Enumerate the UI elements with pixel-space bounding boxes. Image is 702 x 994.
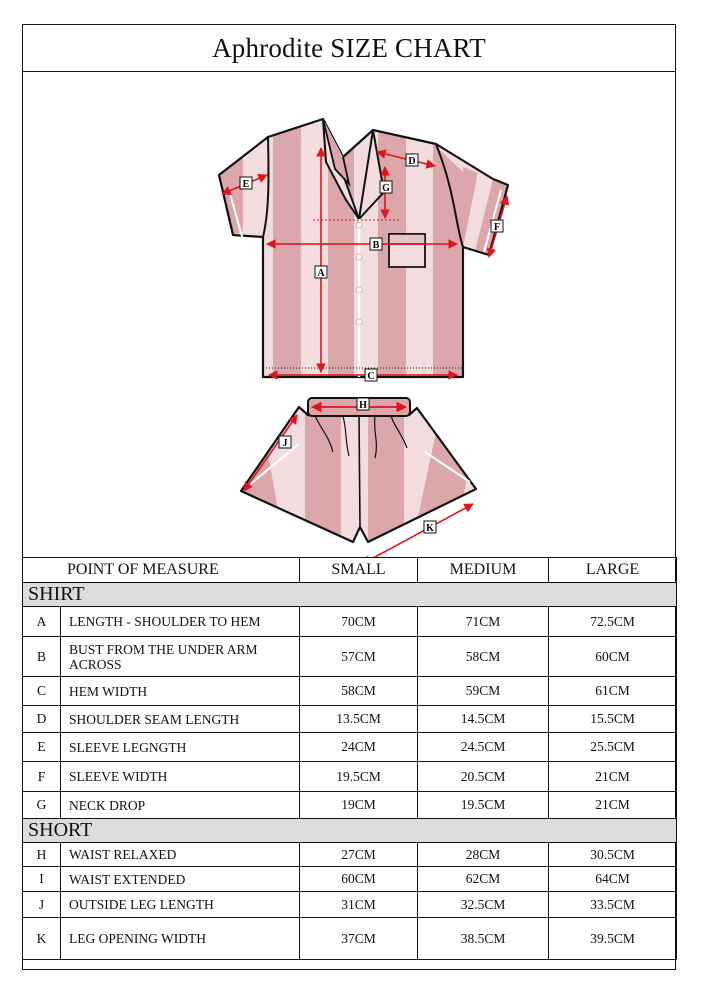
value-large: 21CM [549, 792, 677, 819]
measure-code: H [23, 843, 61, 867]
measure-label: OUTSIDE LEG LENGTH [61, 892, 300, 918]
value-medium: 19.5CM [418, 792, 549, 819]
svg-text:A: A [317, 268, 325, 279]
value-medium: 32.5CM [418, 892, 549, 918]
shirt-drawing [213, 112, 508, 392]
svg-text:B: B [372, 240, 380, 251]
value-medium: 38.5CM [418, 918, 549, 960]
measure-label: LEG OPENING WIDTH [61, 918, 300, 960]
svg-text:C: C [367, 371, 375, 382]
measure-code: F [23, 762, 61, 792]
value-small: 31CM [300, 892, 418, 918]
measure-label: SLEEVE LEGNGTH [61, 733, 300, 762]
value-medium: 14.5CM [418, 706, 549, 733]
shorts-drawing [221, 398, 482, 558]
measure-code: J [23, 892, 61, 918]
header-large: LARGE [549, 558, 677, 583]
value-medium: 24.5CM [418, 733, 549, 762]
label-h [357, 398, 369, 411]
value-small: 19CM [300, 792, 418, 819]
table-body [23, 583, 677, 960]
svg-text:D: D [408, 156, 416, 167]
label-e [240, 177, 252, 190]
table-row [23, 677, 677, 706]
label-c [365, 369, 377, 382]
value-large: 39.5CM [549, 918, 677, 960]
garment-illustration [23, 72, 675, 558]
label-a [315, 266, 327, 279]
label-k [424, 521, 436, 534]
svg-text:J: J [282, 438, 288, 449]
value-large: 64CM [549, 867, 677, 892]
value-medium: 59CM [418, 677, 549, 706]
svg-text:G: G [382, 183, 390, 194]
value-small: 60CM [300, 867, 418, 892]
measure-label: LENGTH - SHOULDER TO HEM [61, 607, 300, 637]
size-chart-sheet [22, 24, 676, 970]
value-small: 24CM [300, 733, 418, 762]
value-medium: 71CM [418, 607, 549, 637]
table-row [23, 867, 677, 892]
label-d [406, 154, 418, 167]
section-row-short [23, 819, 677, 843]
page-title: Aphrodite SIZE CHART [23, 25, 675, 72]
value-small: 19.5CM [300, 762, 418, 792]
measure-label: BUST FROM THE UNDER ARM ACROSS [61, 637, 300, 677]
measure-code: E [23, 733, 61, 762]
measure-label: SLEEVE WIDTH [61, 762, 300, 792]
measure-label: HEM WIDTH [61, 677, 300, 706]
measure-code: I [23, 867, 61, 892]
measure-code: G [23, 792, 61, 819]
table-row [23, 892, 677, 918]
value-large: 61CM [549, 677, 677, 706]
value-large: 72.5CM [549, 607, 677, 637]
svg-text:H: H [359, 400, 367, 411]
value-medium: 28CM [418, 843, 549, 867]
table-row [23, 762, 677, 792]
svg-text:K: K [426, 523, 434, 534]
value-medium: 62CM [418, 867, 549, 892]
measure-code: K [23, 918, 61, 960]
value-small: 37CM [300, 918, 418, 960]
measure-code: D [23, 706, 61, 733]
pajama-drawing [23, 72, 677, 558]
section-title: SHIRT [23, 583, 677, 607]
measure-label: NECK DROP [61, 792, 300, 819]
value-small: 70CM [300, 607, 418, 637]
value-small: 58CM [300, 677, 418, 706]
measure-code: C [23, 677, 61, 706]
label-g [380, 181, 392, 194]
table-row [23, 637, 677, 677]
value-medium: 20.5CM [418, 762, 549, 792]
value-large: 60CM [549, 637, 677, 677]
table-row [23, 792, 677, 819]
label-f [491, 220, 503, 233]
measure-label: SHOULDER SEAM LENGTH [61, 706, 300, 733]
table-row [23, 918, 677, 960]
table-header-row [23, 558, 677, 583]
value-small: 13.5CM [300, 706, 418, 733]
measure-code: B [23, 637, 61, 677]
svg-text:F: F [493, 222, 501, 233]
value-large: 33.5CM [549, 892, 677, 918]
value-large: 21CM [549, 762, 677, 792]
measure-label: WAIST RELAXED [61, 843, 300, 867]
value-small: 57CM [300, 637, 418, 677]
section-title: SHORT [23, 819, 677, 843]
label-b [370, 238, 382, 251]
table-row [23, 733, 677, 762]
value-medium: 58CM [418, 637, 549, 677]
table-row [23, 607, 677, 637]
table-row [23, 706, 677, 733]
table-row [23, 843, 677, 867]
measure-label: WAIST EXTENDED [61, 867, 300, 892]
size-table [22, 557, 677, 960]
header-medium: MEDIUM [418, 558, 549, 583]
value-large: 30.5CM [549, 843, 677, 867]
value-small: 27CM [300, 843, 418, 867]
measure-code: A [23, 607, 61, 637]
header-point-of-measure: POINT OF MEASURE [23, 558, 300, 583]
value-large: 15.5CM [549, 706, 677, 733]
section-row-shirt [23, 583, 677, 607]
svg-text:E: E [242, 179, 250, 190]
header-small: SMALL [300, 558, 418, 583]
value-large: 25.5CM [549, 733, 677, 762]
label-j [279, 436, 291, 449]
